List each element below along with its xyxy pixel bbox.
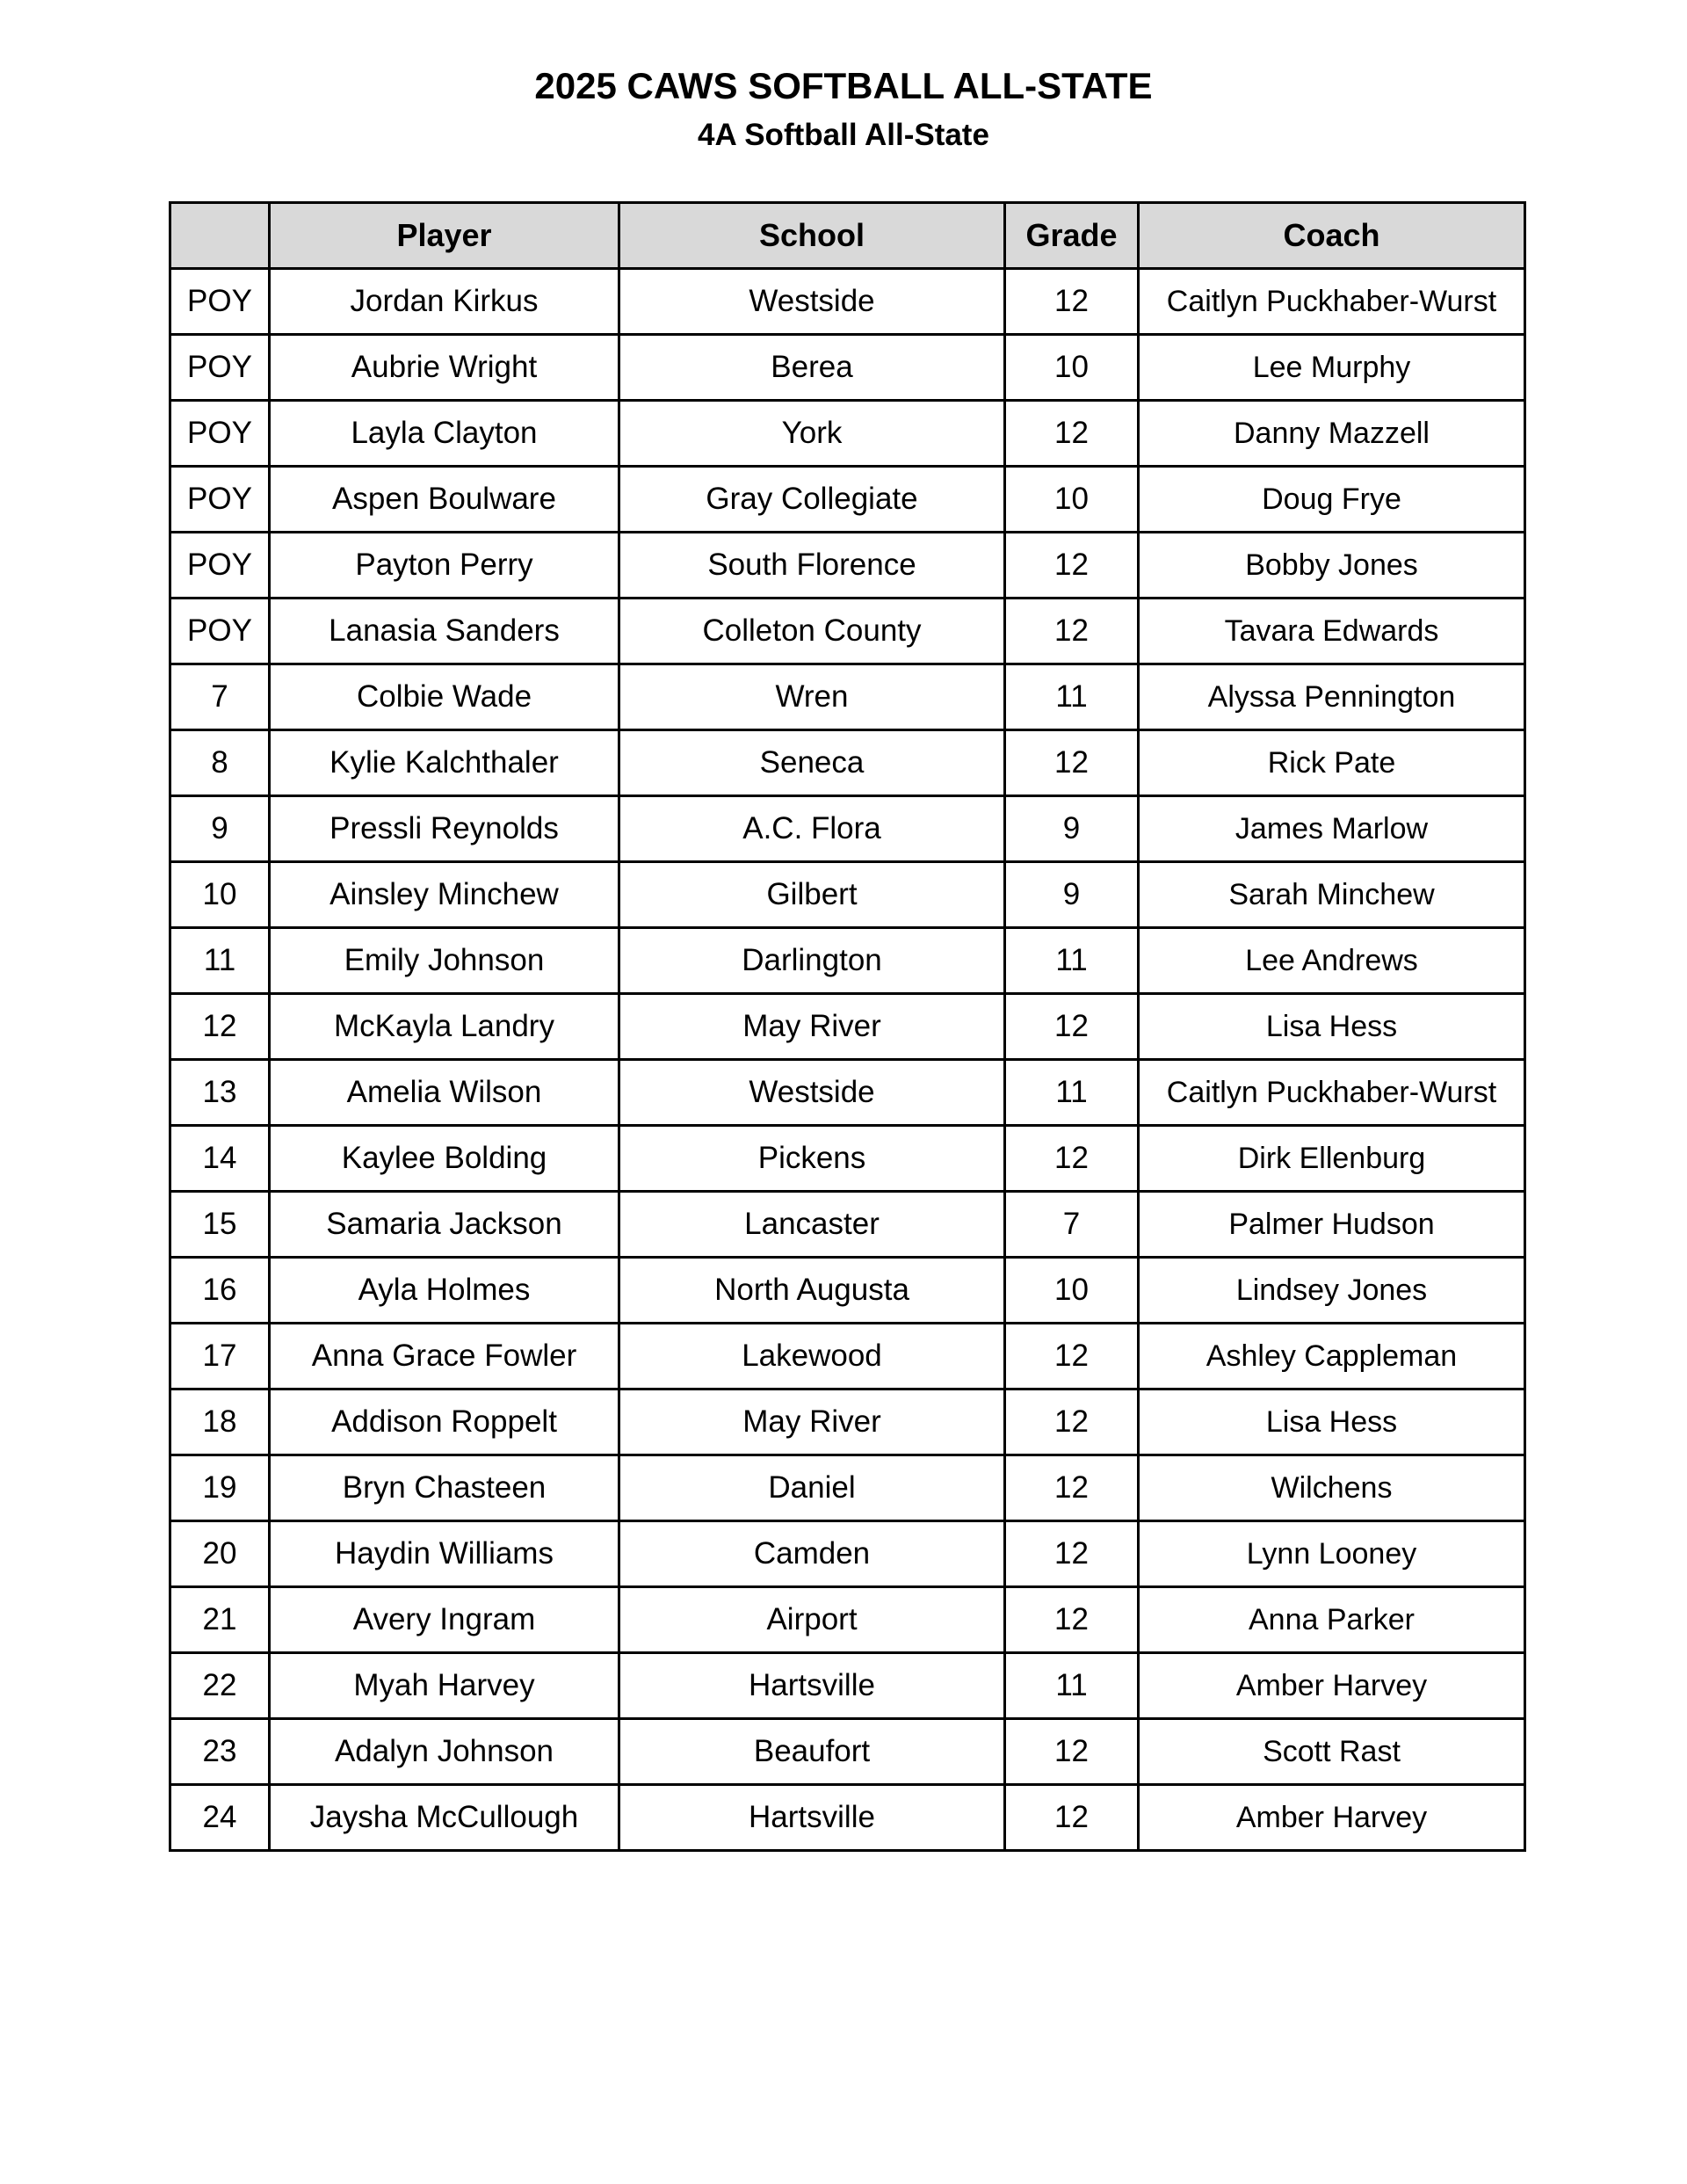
coach-cell: Lisa Hess	[1139, 994, 1525, 1060]
rank-cell: 23	[170, 1719, 270, 1785]
school-cell: Hartsville	[619, 1785, 1005, 1851]
school-cell: Beaufort	[619, 1719, 1005, 1785]
header-coach: Coach	[1139, 203, 1525, 269]
rank-cell: 17	[170, 1324, 270, 1389]
school-cell: May River	[619, 994, 1005, 1060]
table-row	[170, 796, 1525, 862]
grade-cell: 12	[1005, 401, 1139, 467]
table-row	[170, 1587, 1525, 1653]
coach-cell: Wilchens	[1139, 1455, 1525, 1521]
table-row	[170, 1455, 1525, 1521]
coach-cell: Anna Parker	[1139, 1587, 1525, 1653]
school-cell: A.C. Flora	[619, 796, 1005, 862]
table-row	[170, 533, 1525, 599]
grade-cell: 12	[1005, 533, 1139, 599]
table-row	[170, 1719, 1525, 1785]
coach-cell: James Marlow	[1139, 796, 1525, 862]
player-cell: Myah Harvey	[270, 1653, 619, 1719]
coach-cell: Palmer Hudson	[1139, 1192, 1525, 1258]
rank-cell: 24	[170, 1785, 270, 1851]
rank-cell: 8	[170, 730, 270, 796]
player-cell: Jordan Kirkus	[270, 269, 619, 335]
grade-cell: 12	[1005, 730, 1139, 796]
grade-cell: 11	[1005, 928, 1139, 994]
header-player: Player	[270, 203, 619, 269]
school-cell: Lancaster	[619, 1192, 1005, 1258]
table-row	[170, 1126, 1525, 1192]
table-row	[170, 994, 1525, 1060]
rank-cell: 15	[170, 1192, 270, 1258]
all-state-table	[169, 201, 1526, 1852]
school-cell: Westside	[619, 1060, 1005, 1126]
player-cell: Anna Grace Fowler	[270, 1324, 619, 1389]
table-body	[170, 269, 1525, 1851]
coach-cell: Tavara Edwards	[1139, 599, 1525, 664]
grade-cell: 12	[1005, 1324, 1139, 1389]
coach-cell: Lindsey Jones	[1139, 1258, 1525, 1324]
rank-cell: 22	[170, 1653, 270, 1719]
player-cell: Kaylee Bolding	[270, 1126, 619, 1192]
player-cell: Addison Roppelt	[270, 1389, 619, 1455]
school-cell: York	[619, 401, 1005, 467]
coach-cell: Lisa Hess	[1139, 1389, 1525, 1455]
coach-cell: Doug Frye	[1139, 467, 1525, 533]
school-cell: Westside	[619, 269, 1005, 335]
coach-cell: Ashley Cappleman	[1139, 1324, 1525, 1389]
player-cell: Amelia Wilson	[270, 1060, 619, 1126]
grade-cell: 12	[1005, 269, 1139, 335]
player-cell: Kylie Kalchthaler	[270, 730, 619, 796]
player-cell: Aubrie Wright	[270, 335, 619, 401]
grade-cell: 12	[1005, 1126, 1139, 1192]
grade-cell: 10	[1005, 467, 1139, 533]
player-cell: Pressli Reynolds	[270, 796, 619, 862]
school-cell: South Florence	[619, 533, 1005, 599]
table-row	[170, 335, 1525, 401]
document-subtitle: 4A Softball All-State	[698, 118, 989, 152]
table-row	[170, 1653, 1525, 1719]
grade-cell: 12	[1005, 1719, 1139, 1785]
grade-cell: 9	[1005, 796, 1139, 862]
grade-cell: 11	[1005, 664, 1139, 730]
coach-cell: Amber Harvey	[1139, 1785, 1525, 1851]
player-cell: Samaria Jackson	[270, 1192, 619, 1258]
grade-cell: 11	[1005, 1060, 1139, 1126]
rank-cell: 18	[170, 1389, 270, 1455]
grade-cell: 11	[1005, 1653, 1139, 1719]
coach-cell: Lee Andrews	[1139, 928, 1525, 994]
grade-cell: 12	[1005, 599, 1139, 664]
coach-cell: Dirk Ellenburg	[1139, 1126, 1525, 1192]
rank-cell: POY	[170, 335, 270, 401]
grade-cell: 10	[1005, 1258, 1139, 1324]
school-cell: Hartsville	[619, 1653, 1005, 1719]
school-cell: Pickens	[619, 1126, 1005, 1192]
rank-cell: 11	[170, 928, 270, 994]
player-cell: Avery Ingram	[270, 1587, 619, 1653]
player-cell: Bryn Chasteen	[270, 1455, 619, 1521]
player-cell: Emily Johnson	[270, 928, 619, 994]
header-grade: Grade	[1005, 203, 1139, 269]
table-row	[170, 467, 1525, 533]
rank-cell: POY	[170, 269, 270, 335]
table-row	[170, 862, 1525, 928]
table-row	[170, 599, 1525, 664]
grade-cell: 12	[1005, 1455, 1139, 1521]
school-cell: Camden	[619, 1521, 1005, 1587]
rank-cell: 19	[170, 1455, 270, 1521]
player-cell: Jaysha McCullough	[270, 1785, 619, 1851]
header-row	[170, 203, 1525, 269]
table-row	[170, 1521, 1525, 1587]
coach-cell: Sarah Minchew	[1139, 862, 1525, 928]
header-school: School	[619, 203, 1005, 269]
rank-cell: 13	[170, 1060, 270, 1126]
school-cell: Gray Collegiate	[619, 467, 1005, 533]
school-cell: Lakewood	[619, 1324, 1005, 1389]
player-cell: McKayla Landry	[270, 994, 619, 1060]
coach-cell: Caitlyn Puckhaber-Wurst	[1139, 269, 1525, 335]
rank-cell: POY	[170, 467, 270, 533]
table-row	[170, 928, 1525, 994]
player-cell: Adalyn Johnson	[270, 1719, 619, 1785]
school-cell: Airport	[619, 1587, 1005, 1653]
school-cell: Berea	[619, 335, 1005, 401]
table-row	[170, 1785, 1525, 1851]
player-cell: Layla Clayton	[270, 401, 619, 467]
grade-cell: 9	[1005, 862, 1139, 928]
rank-cell: 12	[170, 994, 270, 1060]
school-cell: North Augusta	[619, 1258, 1005, 1324]
school-cell: May River	[619, 1389, 1005, 1455]
player-cell: Colbie Wade	[270, 664, 619, 730]
rank-cell: 14	[170, 1126, 270, 1192]
coach-cell: Danny Mazzell	[1139, 401, 1525, 467]
grade-cell: 7	[1005, 1192, 1139, 1258]
rank-cell: 9	[170, 796, 270, 862]
player-cell: Lanasia Sanders	[270, 599, 619, 664]
grade-cell: 12	[1005, 1389, 1139, 1455]
player-cell: Aspen Boulware	[270, 467, 619, 533]
coach-cell: Caitlyn Puckhaber-Wurst	[1139, 1060, 1525, 1126]
school-cell: Seneca	[619, 730, 1005, 796]
school-cell: Daniel	[619, 1455, 1005, 1521]
rank-cell: POY	[170, 401, 270, 467]
school-cell: Wren	[619, 664, 1005, 730]
coach-cell: Scott Rast	[1139, 1719, 1525, 1785]
grade-cell: 12	[1005, 1521, 1139, 1587]
coach-cell: Alyssa Pennington	[1139, 664, 1525, 730]
coach-cell: Lee Murphy	[1139, 335, 1525, 401]
school-cell: Colleton County	[619, 599, 1005, 664]
rank-cell: 16	[170, 1258, 270, 1324]
rank-cell: 20	[170, 1521, 270, 1587]
table-row	[170, 1060, 1525, 1126]
coach-cell: Rick Pate	[1139, 730, 1525, 796]
rank-cell: 7	[170, 664, 270, 730]
coach-cell: Lynn Looney	[1139, 1521, 1525, 1587]
header-rank	[170, 203, 270, 269]
table-row	[170, 1192, 1525, 1258]
rank-cell: POY	[170, 599, 270, 664]
table-row	[170, 1389, 1525, 1455]
grade-cell: 10	[1005, 335, 1139, 401]
school-cell: Gilbert	[619, 862, 1005, 928]
player-cell: Ayla Holmes	[270, 1258, 619, 1324]
table-row	[170, 1324, 1525, 1389]
player-cell: Haydin Williams	[270, 1521, 619, 1587]
coach-cell: Amber Harvey	[1139, 1653, 1525, 1719]
grade-cell: 12	[1005, 1587, 1139, 1653]
rank-cell: 10	[170, 862, 270, 928]
table-row	[170, 269, 1525, 335]
rank-cell: 21	[170, 1587, 270, 1653]
coach-cell: Bobby Jones	[1139, 533, 1525, 599]
player-cell: Ainsley Minchew	[270, 862, 619, 928]
table-row	[170, 1258, 1525, 1324]
grade-cell: 12	[1005, 1785, 1139, 1851]
rank-cell: POY	[170, 533, 270, 599]
school-cell: Darlington	[619, 928, 1005, 994]
player-cell: Payton Perry	[270, 533, 619, 599]
table-row	[170, 664, 1525, 730]
table-row	[170, 730, 1525, 796]
grade-cell: 12	[1005, 994, 1139, 1060]
document-title: 2025 CAWS SOFTBALL ALL-STATE	[534, 65, 1153, 106]
table-row	[170, 401, 1525, 467]
